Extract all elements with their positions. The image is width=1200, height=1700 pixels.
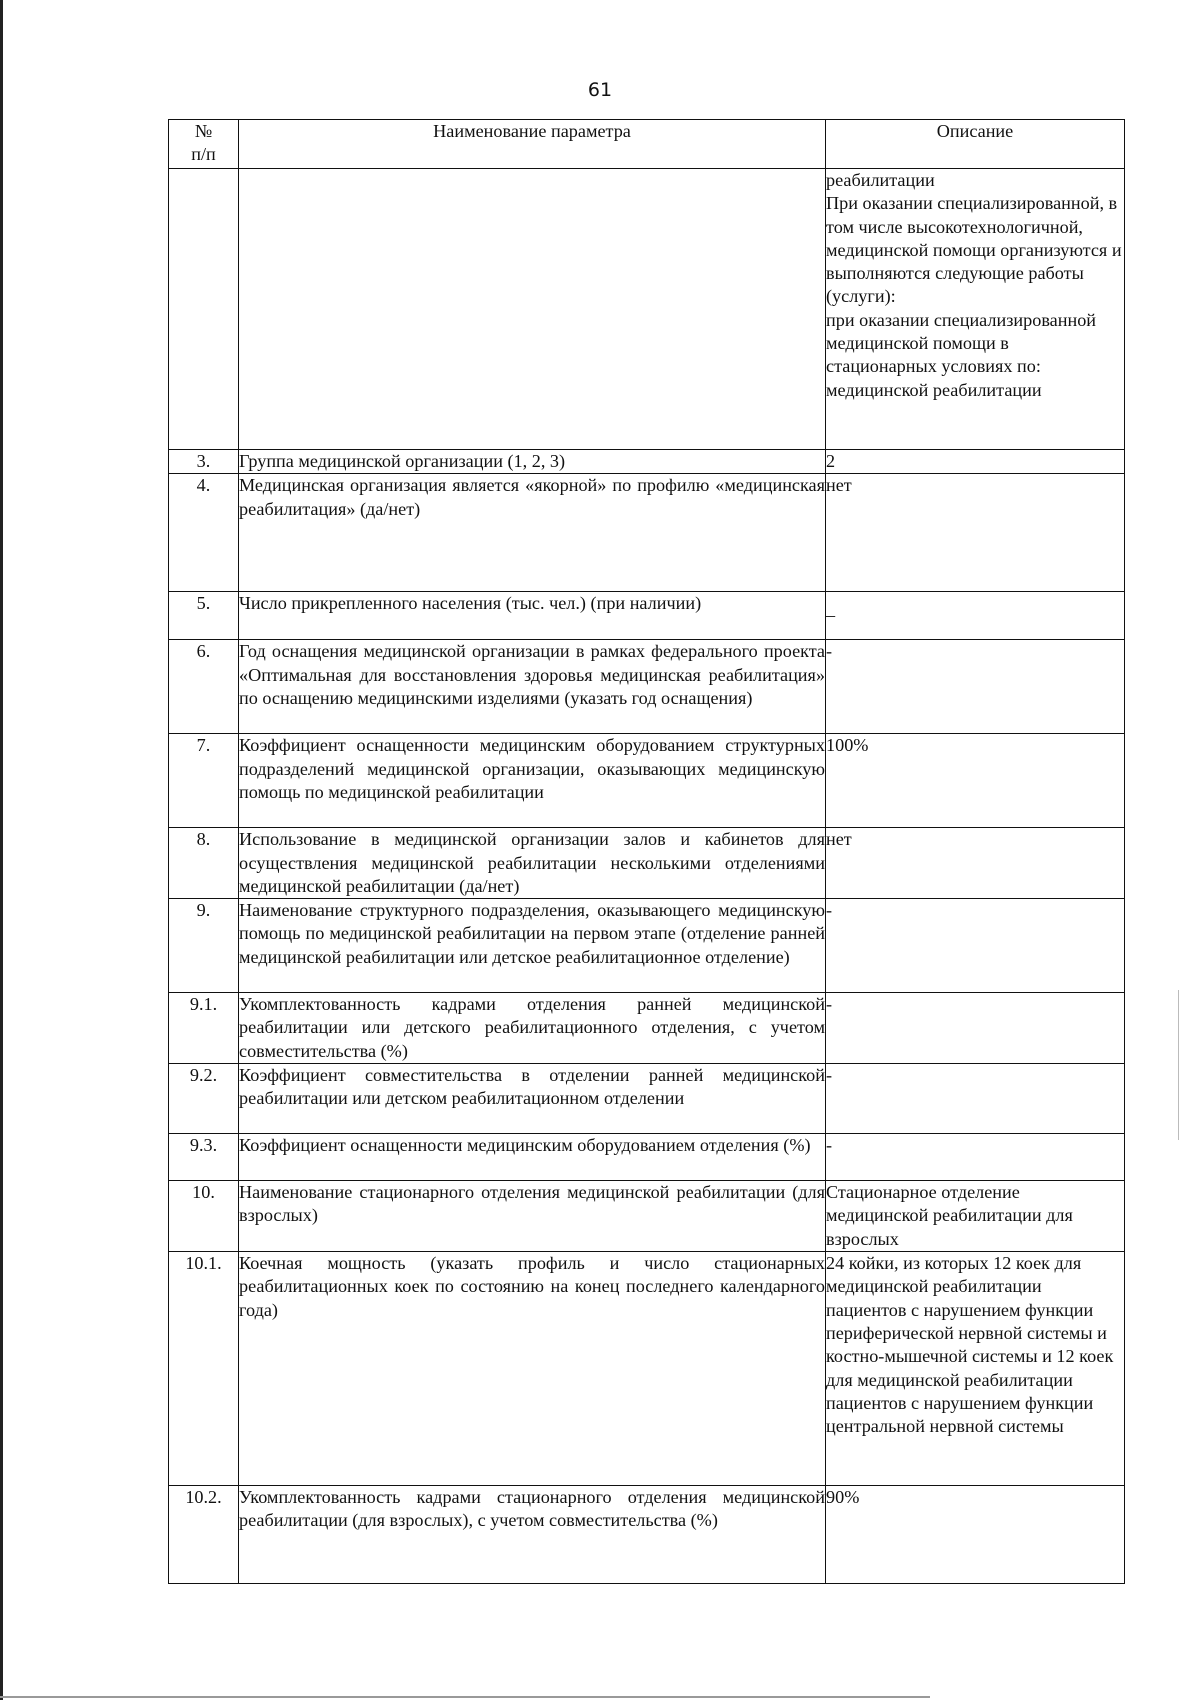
row-parameter: Укомплектованность кадрами отделения ранней медицинской реабилитации или детского реабилитационного отделения, с учетом совместительства (%) <box>239 993 826 1064</box>
row-parameter: Медицинская организация является «якорной» по профилю «медицинская реабилитация» (да/нет) <box>239 474 826 592</box>
row-parameter: Укомплектованность кадрами стационарного отделения медицинской реабилитации (для взрослых), с учетом совместительства (%) <box>239 1486 826 1584</box>
row-number: 10. <box>169 1181 239 1252</box>
row-number: 9.3. <box>169 1134 239 1181</box>
row-description: 24 койки, из которых 12 коек для медицинской реабилитации пациентов с нарушением функции периферической нервной системы и костно-мышечной системы и 12 коек для медицинской реабилитации пациентов с нарушением функции центральной нервной системы <box>826 1252 1125 1486</box>
row-parameter: Использование в медицинской организации залов и кабинетов для осуществления медицинской реабилитации несколькими отделениями медицинской реабилитации (да/нет) <box>239 828 826 899</box>
row-parameter: Наименование структурного подразделения, оказывающего медицинскую помощь по медицинской реабилитации на первом этапе (отделение ранней медицинской реабилитации или детское реабилитационное отделение) <box>239 899 826 993</box>
row-number: 9.1. <box>169 993 239 1064</box>
table-row <box>169 474 1125 592</box>
row-description: - <box>826 993 1125 1064</box>
row-number: 4. <box>169 474 239 592</box>
table-row <box>169 640 1125 734</box>
row-description: - <box>826 1064 1125 1134</box>
table-row <box>169 828 1125 899</box>
row-parameter: Коечная мощность (указать профиль и число стационарных реабилитационных коек по состоянию на конец последнего календарного года) <box>239 1252 826 1486</box>
row-parameter: Коэффициент совместительства в отделении ранней медицинской реабилитации или детском реабилитационном отделении <box>239 1064 826 1134</box>
table-row <box>169 1486 1125 1584</box>
table-row <box>169 450 1125 474</box>
row-number <box>169 169 239 450</box>
row-parameter <box>239 169 826 450</box>
row-description: - <box>826 1134 1125 1181</box>
scan-edge-left <box>0 0 3 1700</box>
parameters-table <box>168 119 1125 1584</box>
row-number: 9.2. <box>169 1064 239 1134</box>
table-header-row <box>169 120 1125 169</box>
row-number: 6. <box>169 640 239 734</box>
row-number: 3. <box>169 450 239 474</box>
header-description: Описание <box>826 120 1125 169</box>
row-number: 10.1. <box>169 1252 239 1486</box>
row-description: Стационарное отделение медицинской реабилитации для взрослых <box>826 1181 1125 1252</box>
row-description: 100% <box>826 734 1125 828</box>
table-row <box>169 592 1125 640</box>
row-parameter: Наименование стационарного отделения медицинской реабилитации (для взрослых) <box>239 1181 826 1252</box>
row-number: 7. <box>169 734 239 828</box>
row-description: нет <box>826 828 1125 899</box>
table-row <box>169 169 1125 450</box>
table-row <box>169 899 1125 993</box>
row-number: 5. <box>169 592 239 640</box>
row-parameter: Коэффициент оснащенности медицинским оборудованием структурных подразделений медицинской организации, оказывающих медицинскую помощь по медицинской реабилитации <box>239 734 826 828</box>
row-number: 10.2. <box>169 1486 239 1584</box>
row-parameter: Группа медицинской организации (1, 2, 3) <box>239 450 826 474</box>
scan-edge-right <box>1178 990 1179 1140</box>
row-description: 2 <box>826 450 1125 474</box>
row-description: - <box>826 899 1125 993</box>
row-description: – <box>826 592 1125 640</box>
row-parameter: Коэффициент оснащенности медицинским оборудованием отделения (%) <box>239 1134 826 1181</box>
row-number: 9. <box>169 899 239 993</box>
row-parameter: Число прикрепленного населения (тыс. чел.) (при наличии) <box>239 592 826 640</box>
table-row <box>169 1134 1125 1181</box>
row-description: нет <box>826 474 1125 592</box>
header-parameter-name: Наименование параметра <box>239 120 826 169</box>
row-parameter: Год оснащения медицинской организации в рамках федерального проекта «Оптимальная для восстановления здоровья медицинская реабилитация» по оснащению медицинскими изделиями (указать год оснащения) <box>239 640 826 734</box>
table-row <box>169 1252 1125 1486</box>
header-number: № п/п <box>169 120 239 169</box>
table-row <box>169 734 1125 828</box>
table-row <box>169 1064 1125 1134</box>
page-number: 61 <box>587 79 613 101</box>
row-description: 90% <box>826 1486 1125 1584</box>
scan-edge-bottom <box>0 1696 930 1698</box>
row-description: - <box>826 640 1125 734</box>
row-number: 8. <box>169 828 239 899</box>
table-row <box>169 993 1125 1064</box>
table-row <box>169 1181 1125 1252</box>
row-description: реабилитации При оказании специализированной, в том числе высокотехнологичной, медицинской помощи организуются и выполняются следующие работы (услуги): при оказании специализированной медицинской помощи в стационарных условиях по: медицинской реабилитации <box>826 169 1125 450</box>
